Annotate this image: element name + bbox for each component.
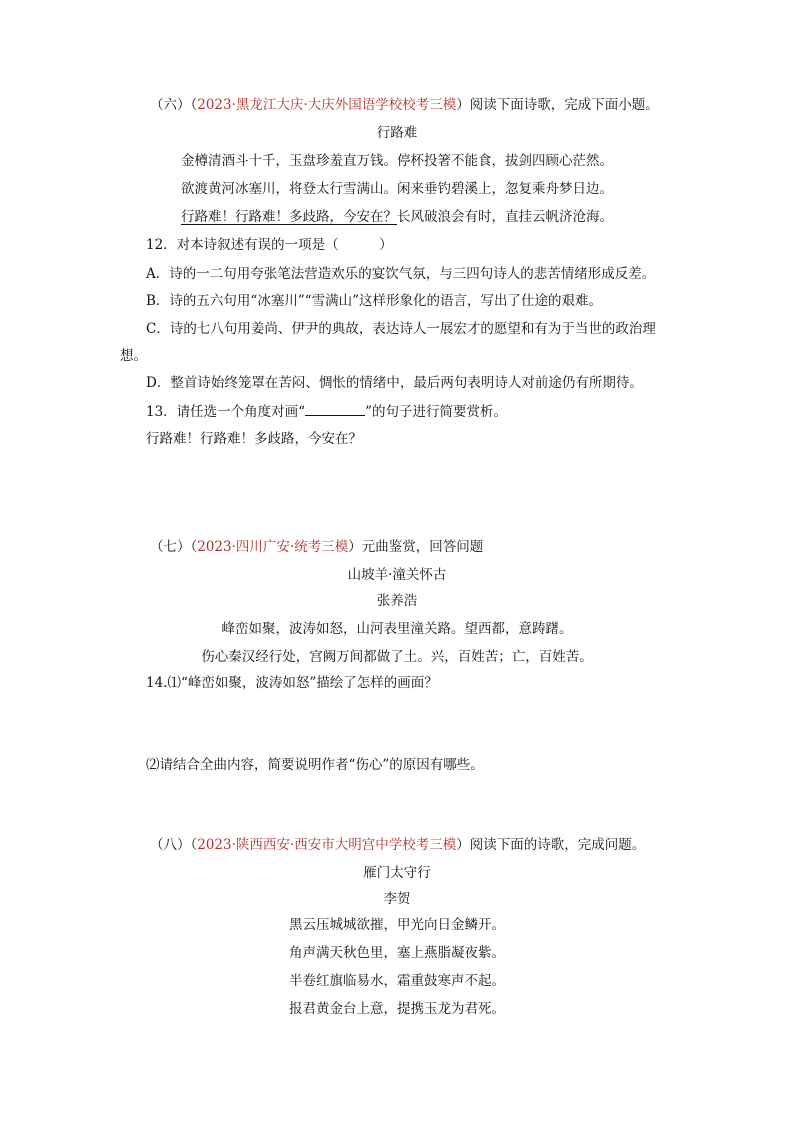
section-6-instruction: ）阅读下面诗歌，完成下面小题。 bbox=[456, 97, 659, 113]
option-a: A．诗的一二句用夸张笔法营造欢乐的宴饮气氛，与三四句诗人的悲苦情绪形成反差。 bbox=[146, 266, 656, 282]
section-8-instruction: ）阅读下面的诗歌，完成问题。 bbox=[456, 837, 646, 853]
poem-7-line-1: 峰峦如聚，波涛如怒，山河表里潼关路。望西都，意踌躇。 bbox=[221, 621, 573, 637]
poem-6-line-2: 欲渡黄河冰塞川，将登太行雪满山。闲来垂钓碧溪上，忽复乘舟梦日边。 bbox=[181, 181, 613, 197]
poem-8-line-2: 角声满天秋色里，塞上燕脂凝夜紫。 bbox=[289, 945, 505, 961]
question-14-2: ⑵请结合全曲内容，简要说明作者“伤心”的原因有哪些。 bbox=[146, 757, 484, 773]
poem-8-title: 雁门太守行 bbox=[363, 865, 431, 881]
poem-8-line-3: 半卷红旗临易水，霜重鼓寒声不起。 bbox=[289, 973, 505, 989]
section-7-source: 2023·四川广安·统考三模 bbox=[197, 539, 349, 555]
poem-7-title: 山坡羊·潼关怀古 bbox=[347, 567, 447, 583]
question-13-part-2: ”的句子进行简要赏析。 bbox=[365, 404, 507, 420]
poem-8-line-1: 黑云压城城欲摧，甲光向日金鳞开。 bbox=[289, 917, 505, 933]
section-7-instruction: ）元曲鉴赏，回答问题 bbox=[348, 539, 484, 555]
section-6-header bbox=[150, 96, 659, 114]
poem-8-author: 李贺 bbox=[383, 891, 411, 907]
option-c: C．诗的七八句用姜尚、伊尹的典故，表达诗人一展宏才的愿望和有为于当世的政治理 bbox=[146, 321, 656, 337]
option-b: B．诗的五六句用“冰塞川”“雪满山”这样形象化的语言，写出了仕途的艰难。 bbox=[146, 293, 603, 309]
poem-7-line-2: 伤心秦汉经行处，宫阙万间都做了土。兴，百姓苦；亡，百姓苦。 bbox=[201, 649, 593, 665]
option-d: D．整首诗始终笼罩在苦闷、惆怅的情绪中，最后两句表明诗人对前途仍有所期待。 bbox=[146, 375, 643, 391]
section-6-source: 2023·黑龙江大庆·大庆外国语学校校考三模 bbox=[197, 97, 457, 113]
section-6-prefix: （六）（ bbox=[150, 97, 198, 113]
question-14-1: 14.⑴“峰峦如聚，波涛如怒”描绘了怎样的画面？ bbox=[146, 675, 438, 691]
poem-7-author: 张养浩 bbox=[376, 593, 418, 609]
underlined-sentence: 行路难！行路难！多歧路，今安在？ bbox=[181, 209, 397, 225]
section-7-prefix: （七）（ bbox=[150, 539, 198, 555]
poem-6-title: 行路难 bbox=[376, 125, 418, 141]
poem-6-line-1: 金樽清酒斗十千，玉盘珍羞直万钱。停杯投箸不能食，拔剑四顾心茫然。 bbox=[181, 153, 613, 169]
question-12: 12．对本诗叙述有误的一项是（ ） bbox=[146, 237, 393, 253]
section-7-header bbox=[150, 538, 483, 556]
question-13-part-1: 13．请任选一个角度对画“ bbox=[146, 404, 306, 420]
option-c-continued: 想。 bbox=[120, 348, 147, 364]
poem-6-line-3-rest: 长风破浪会有时，直挂云帆济沧海。 bbox=[397, 209, 613, 225]
question-13-quote: 行路难！行路难！多歧路，今安在？ bbox=[146, 431, 362, 447]
section-8-prefix: （八）（ bbox=[150, 837, 198, 853]
poem-6-line-3 bbox=[0, 208, 794, 226]
section-8-header bbox=[150, 836, 645, 854]
question-13 bbox=[146, 402, 507, 421]
underline-blank bbox=[305, 402, 365, 416]
section-8-source: 2023·陕西西安·西安市大明宫中学校考三模 bbox=[197, 837, 457, 853]
poem-8-line-4: 报君黄金台上意，提携玉龙为君死。 bbox=[289, 1001, 505, 1017]
